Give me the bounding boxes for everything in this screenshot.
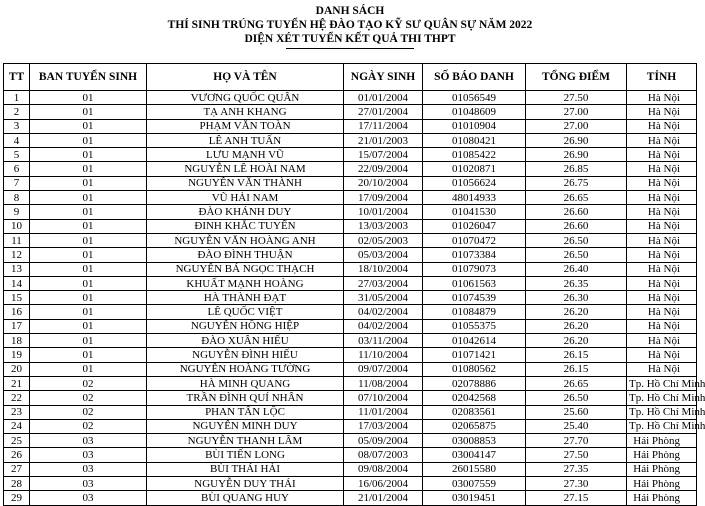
tong-diem-cell: 25.40 — [526, 419, 627, 433]
document-subtitle-line2: DIỆN XÉT TUYỂN KẾT QUẢ THI THPT — [244, 33, 456, 45]
table-row — [4, 334, 697, 348]
ban-tuyen-sinh-cell: 03 — [30, 491, 147, 505]
tinh-cell: Tp. Hồ Chí Minh — [627, 391, 697, 405]
ban-tuyen-sinh-cell: 02 — [30, 405, 147, 419]
ngay-sinh-cell: 15/07/2004 — [344, 148, 423, 162]
tt-cell: 27 — [4, 462, 30, 476]
tong-diem-cell: 26.50 — [526, 391, 627, 405]
tinh-cell: Hà Nội — [627, 362, 697, 376]
tong-diem-cell: 26.30 — [526, 291, 627, 305]
tinh-cell: Hà Nội — [627, 291, 697, 305]
ban-tuyen-sinh-cell: 01 — [30, 176, 147, 190]
so-bao-danh-cell: 01084879 — [423, 305, 526, 319]
so-bao-danh-cell: 03008853 — [423, 434, 526, 448]
tt-cell: 26 — [4, 448, 30, 462]
ban-tuyen-sinh-cell: 01 — [30, 133, 147, 147]
ho-va-ten-cell: NGUYỄN MINH DUY — [147, 419, 344, 433]
ban-tuyen-sinh-cell: 01 — [30, 291, 147, 305]
ban-tuyen-sinh-cell: 03 — [30, 448, 147, 462]
table-row — [4, 191, 697, 205]
tt-cell: 25 — [4, 434, 30, 448]
tong-diem-cell: 27.50 — [526, 91, 627, 105]
column-header-tt: TT — [4, 64, 30, 91]
so-bao-danh-cell: 48014933 — [423, 191, 526, 205]
ban-tuyen-sinh-cell: 01 — [30, 233, 147, 247]
column-header-ngay-sinh: NGÀY SINH — [344, 64, 423, 91]
so-bao-danh-cell: 02083561 — [423, 405, 526, 419]
tinh-cell: Hà Nội — [627, 219, 697, 233]
ho-va-ten-cell: NGUYỄN VĂN THÀNH — [147, 176, 344, 190]
table-row — [4, 362, 697, 376]
table-row — [4, 462, 697, 476]
tinh-cell: Hải Phòng — [627, 477, 697, 491]
so-bao-danh-cell: 26015580 — [423, 462, 526, 476]
so-bao-danh-cell: 02042568 — [423, 391, 526, 405]
tinh-cell: Tp. Hồ Chí Minh — [627, 376, 697, 390]
tinh-cell: Hà Nội — [627, 319, 697, 333]
ban-tuyen-sinh-cell: 03 — [30, 462, 147, 476]
table-row — [4, 233, 697, 247]
tinh-cell: Hải Phòng — [627, 462, 697, 476]
so-bao-danh-cell: 01056624 — [423, 176, 526, 190]
ho-va-ten-cell: PHẠM VĂN TOÀN — [147, 119, 344, 133]
ho-va-ten-cell: TRẦN ĐÌNH QUÍ NHÂN — [147, 391, 344, 405]
ngay-sinh-cell: 21/01/2003 — [344, 133, 423, 147]
table-row — [4, 405, 697, 419]
column-header-tinh: TỈNH — [627, 64, 697, 91]
ngay-sinh-cell: 31/05/2004 — [344, 291, 423, 305]
tinh-cell: Hà Nội — [627, 334, 697, 348]
tinh-cell: Hà Nội — [627, 348, 697, 362]
tt-cell: 17 — [4, 319, 30, 333]
so-bao-danh-cell: 01080421 — [423, 133, 526, 147]
ban-tuyen-sinh-cell: 01 — [30, 105, 147, 119]
tinh-cell: Tp. Hồ Chí Minh — [627, 419, 697, 433]
tt-cell: 16 — [4, 305, 30, 319]
tong-diem-cell: 26.65 — [526, 376, 627, 390]
ho-va-ten-cell: NGUYỄN LÊ HOÀI NAM — [147, 162, 344, 176]
column-header-ban-tuyen-sinh: BAN TUYỂN SINH — [30, 64, 147, 91]
ho-va-ten-cell: LÊ ANH TUẤN — [147, 133, 344, 147]
so-bao-danh-cell: 01056549 — [423, 91, 526, 105]
so-bao-danh-cell: 01055375 — [423, 319, 526, 333]
ngay-sinh-cell: 04/02/2004 — [344, 319, 423, 333]
tt-cell: 13 — [4, 262, 30, 276]
ngay-sinh-cell: 22/09/2004 — [344, 162, 423, 176]
tong-diem-cell: 26.40 — [526, 262, 627, 276]
ban-tuyen-sinh-cell: 01 — [30, 262, 147, 276]
tt-cell: 29 — [4, 491, 30, 505]
so-bao-danh-cell: 03004147 — [423, 448, 526, 462]
tinh-cell: Hải Phòng — [627, 434, 697, 448]
table-row — [4, 477, 697, 491]
ho-va-ten-cell: BÙI TIẾN LONG — [147, 448, 344, 462]
ho-va-ten-cell: NGUYỄN HỒNG HIỆP — [147, 319, 344, 333]
ban-tuyen-sinh-cell: 03 — [30, 434, 147, 448]
so-bao-danh-cell: 02065875 — [423, 419, 526, 433]
ban-tuyen-sinh-cell: 01 — [30, 162, 147, 176]
ban-tuyen-sinh-cell: 01 — [30, 276, 147, 290]
ho-va-ten-cell: NGUYỄN BÁ NGỌC THẠCH — [147, 262, 344, 276]
tinh-cell: Hà Nội — [627, 262, 697, 276]
ngay-sinh-cell: 16/06/2004 — [344, 477, 423, 491]
so-bao-danh-cell: 02078886 — [423, 376, 526, 390]
tt-cell: 7 — [4, 176, 30, 190]
table-row — [4, 91, 697, 105]
ho-va-ten-cell: TẠ ANH KHANG — [147, 105, 344, 119]
ho-va-ten-cell: PHAN TẤN LỘC — [147, 405, 344, 419]
so-bao-danh-cell: 01042614 — [423, 334, 526, 348]
tt-cell: 11 — [4, 233, 30, 247]
so-bao-danh-cell: 01070472 — [423, 233, 526, 247]
tong-diem-cell: 27.70 — [526, 434, 627, 448]
so-bao-danh-cell: 01085422 — [423, 148, 526, 162]
ho-va-ten-cell: VƯƠNG QUỐC QUÂN — [147, 91, 344, 105]
ho-va-ten-cell: BÙI THÁI HẢI — [147, 462, 344, 476]
ho-va-ten-cell: NGUYỄN DUY THÁI — [147, 477, 344, 491]
tong-diem-cell: 26.20 — [526, 305, 627, 319]
ngay-sinh-cell: 05/09/2004 — [344, 434, 423, 448]
so-bao-danh-cell: 01071421 — [423, 348, 526, 362]
ho-va-ten-cell: NGUYỄN HOÀNG TƯỜNG — [147, 362, 344, 376]
tong-diem-cell: 27.00 — [526, 105, 627, 119]
ho-va-ten-cell: HÀ MINH QUANG — [147, 376, 344, 390]
ban-tuyen-sinh-cell: 01 — [30, 334, 147, 348]
ho-va-ten-cell: NGUYỄN ĐÌNH HIẾU — [147, 348, 344, 362]
ngay-sinh-cell: 03/11/2004 — [344, 334, 423, 348]
ho-va-ten-cell: BÙI QUANG HUY — [147, 491, 344, 505]
tong-diem-cell: 27.15 — [526, 491, 627, 505]
ngay-sinh-cell: 17/11/2004 — [344, 119, 423, 133]
tt-cell: 5 — [4, 148, 30, 162]
tt-cell: 22 — [4, 391, 30, 405]
tt-cell: 10 — [4, 219, 30, 233]
tt-cell: 24 — [4, 419, 30, 433]
tinh-cell: Hà Nội — [627, 105, 697, 119]
ho-va-ten-cell: NGUYỄN THANH LÂM — [147, 434, 344, 448]
ngay-sinh-cell: 27/03/2004 — [344, 276, 423, 290]
tt-cell: 28 — [4, 477, 30, 491]
ngay-sinh-cell: 11/01/2004 — [344, 405, 423, 419]
tinh-cell: Hà Nội — [627, 191, 697, 205]
table-row — [4, 348, 697, 362]
document-subtitle: THÍ SINH TRÚNG TUYỂN HỆ ĐÀO TẠO KỸ SƯ QUÂN SỰ NĂM 2022 — [167, 19, 533, 31]
ngay-sinh-cell: 05/03/2004 — [344, 248, 423, 262]
ban-tuyen-sinh-cell: 01 — [30, 119, 147, 133]
tt-cell: 15 — [4, 291, 30, 305]
table-row — [4, 219, 697, 233]
tong-diem-cell: 26.35 — [526, 276, 627, 290]
ban-tuyen-sinh-cell: 01 — [30, 362, 147, 376]
ngay-sinh-cell: 02/05/2003 — [344, 233, 423, 247]
tong-diem-cell: 26.50 — [526, 248, 627, 262]
table-row — [4, 319, 697, 333]
ban-tuyen-sinh-cell: 03 — [30, 477, 147, 491]
tt-cell: 1 — [4, 91, 30, 105]
ho-va-ten-cell: ĐÀO ĐÌNH THUẬN — [147, 248, 344, 262]
ngay-sinh-cell: 17/09/2004 — [344, 191, 423, 205]
ngay-sinh-cell: 20/10/2004 — [344, 176, 423, 190]
tong-diem-cell: 26.90 — [526, 148, 627, 162]
tt-cell: 19 — [4, 348, 30, 362]
tt-cell: 6 — [4, 162, 30, 176]
tinh-cell: Hà Nội — [627, 305, 697, 319]
tinh-cell: Hà Nội — [627, 233, 697, 247]
ban-tuyen-sinh-cell: 01 — [30, 248, 147, 262]
tong-diem-cell: 26.75 — [526, 176, 627, 190]
tinh-cell: Hà Nội — [627, 91, 697, 105]
ban-tuyen-sinh-cell: 02 — [30, 376, 147, 390]
table-row — [4, 162, 697, 176]
ban-tuyen-sinh-cell: 01 — [30, 205, 147, 219]
so-bao-danh-cell: 01074539 — [423, 291, 526, 305]
so-bao-danh-cell: 01061563 — [423, 276, 526, 290]
so-bao-danh-cell: 03007559 — [423, 477, 526, 491]
ngay-sinh-cell: 09/08/2004 — [344, 462, 423, 476]
so-bao-danh-cell: 01079073 — [423, 262, 526, 276]
tong-diem-cell: 26.20 — [526, 334, 627, 348]
candidate-table — [3, 63, 705, 506]
tong-diem-cell: 26.60 — [526, 219, 627, 233]
ban-tuyen-sinh-cell: 01 — [30, 219, 147, 233]
tong-diem-cell: 26.15 — [526, 362, 627, 376]
table-row — [4, 391, 697, 405]
tt-cell: 3 — [4, 119, 30, 133]
so-bao-danh-cell: 01020871 — [423, 162, 526, 176]
ho-va-ten-cell: VŨ HẢI NAM — [147, 191, 344, 205]
tong-diem-cell: 26.90 — [526, 133, 627, 147]
ho-va-ten-cell: ĐÀO XUÂN HIẾU — [147, 334, 344, 348]
so-bao-danh-cell: 01026047 — [423, 219, 526, 233]
tinh-cell: Hà Nội — [627, 205, 697, 219]
ho-va-ten-cell: ĐÀO KHÁNH DUY — [147, 205, 344, 219]
tong-diem-cell: 27.50 — [526, 448, 627, 462]
table-row — [4, 248, 697, 262]
so-bao-danh-cell: 01080562 — [423, 362, 526, 376]
tinh-cell: Hà Nội — [627, 248, 697, 262]
ho-va-ten-cell: LƯU MẠNH VŨ — [147, 148, 344, 162]
tong-diem-cell: 26.15 — [526, 348, 627, 362]
so-bao-danh-cell: 01041530 — [423, 205, 526, 219]
table-row — [4, 119, 697, 133]
ngay-sinh-cell: 13/03/2003 — [344, 219, 423, 233]
table-row — [4, 105, 697, 119]
ngay-sinh-cell: 08/07/2003 — [344, 448, 423, 462]
table-row — [4, 291, 697, 305]
tong-diem-cell: 27.00 — [526, 119, 627, 133]
tinh-cell: Hà Nội — [627, 119, 697, 133]
tinh-cell: Hà Nội — [627, 162, 697, 176]
tt-cell: 9 — [4, 205, 30, 219]
table-row — [4, 148, 697, 162]
tt-cell: 21 — [4, 376, 30, 390]
ngay-sinh-cell: 07/10/2004 — [344, 391, 423, 405]
table-row — [4, 176, 697, 190]
column-header-so-bao-danh: SỐ BÁO DANH — [423, 64, 526, 91]
ngay-sinh-cell: 01/01/2004 — [344, 91, 423, 105]
ngay-sinh-cell: 09/07/2004 — [344, 362, 423, 376]
ban-tuyen-sinh-cell: 01 — [30, 348, 147, 362]
tt-cell: 23 — [4, 405, 30, 419]
table-row — [4, 205, 697, 219]
ban-tuyen-sinh-cell: 01 — [30, 191, 147, 205]
ho-va-ten-cell: NGUYỄN VĂN HOÀNG ANH — [147, 233, 344, 247]
tinh-cell: Hà Nội — [627, 176, 697, 190]
tinh-cell: Hải Phòng — [627, 448, 697, 462]
ngay-sinh-cell: 10/01/2004 — [344, 205, 423, 219]
table-row — [4, 276, 697, 290]
tong-diem-cell: 26.65 — [526, 191, 627, 205]
tinh-cell: Hà Nội — [627, 276, 697, 290]
table-row — [4, 491, 697, 505]
so-bao-danh-cell: 03019451 — [423, 491, 526, 505]
so-bao-danh-cell: 01048609 — [423, 105, 526, 119]
tong-diem-cell: 27.30 — [526, 477, 627, 491]
ngay-sinh-cell: 18/10/2004 — [344, 262, 423, 276]
ngay-sinh-cell: 17/03/2004 — [344, 419, 423, 433]
table-row — [4, 376, 697, 390]
tong-diem-cell: 26.20 — [526, 319, 627, 333]
tt-cell: 12 — [4, 248, 30, 262]
tong-diem-cell: 26.85 — [526, 162, 627, 176]
so-bao-danh-cell: 01010904 — [423, 119, 526, 133]
tong-diem-cell: 25.60 — [526, 405, 627, 419]
ban-tuyen-sinh-cell: 01 — [30, 148, 147, 162]
ban-tuyen-sinh-cell: 02 — [30, 419, 147, 433]
tinh-cell: Hà Nội — [627, 133, 697, 147]
ngay-sinh-cell: 21/01/2004 — [344, 491, 423, 505]
ngay-sinh-cell: 27/01/2004 — [344, 105, 423, 119]
column-header-tong-diem: TỔNG ĐIỂM — [526, 64, 627, 91]
document-title: DANH SÁCH — [315, 5, 385, 17]
tong-diem-cell: 26.50 — [526, 233, 627, 247]
table-row — [4, 419, 697, 433]
ban-tuyen-sinh-cell: 01 — [30, 91, 147, 105]
ho-va-ten-cell: HÀ THÀNH ĐẠT — [147, 291, 344, 305]
so-bao-danh-cell: 01073384 — [423, 248, 526, 262]
column-header-ho-va-ten: HỌ VÀ TÊN — [147, 64, 344, 91]
table-row — [4, 133, 697, 147]
ho-va-ten-cell: LÊ QUỐC VIỆT — [147, 305, 344, 319]
ngay-sinh-cell: 04/02/2004 — [344, 305, 423, 319]
tinh-cell: Hải Phòng — [627, 491, 697, 505]
tong-diem-cell: 26.60 — [526, 205, 627, 219]
tinh-cell: Tp. Hồ Chí Minh — [627, 405, 697, 419]
ngay-sinh-cell: 11/10/2004 — [344, 348, 423, 362]
tt-cell: 18 — [4, 334, 30, 348]
table-header-row — [4, 64, 697, 91]
tinh-cell: Hà Nội — [627, 148, 697, 162]
tong-diem-cell: 27.35 — [526, 462, 627, 476]
ho-va-ten-cell: KHUẤT MẠNH HOÀNG — [147, 276, 344, 290]
ho-va-ten-cell: ĐINH KHẮC TUYỂN — [147, 219, 344, 233]
title-underline — [286, 48, 414, 49]
tt-cell: 4 — [4, 133, 30, 147]
table-row — [4, 305, 697, 319]
table-row — [4, 434, 697, 448]
ban-tuyen-sinh-cell: 02 — [30, 391, 147, 405]
table-row — [4, 262, 697, 276]
table-row — [4, 448, 697, 462]
ban-tuyen-sinh-cell: 01 — [30, 319, 147, 333]
ngay-sinh-cell: 11/08/2004 — [344, 376, 423, 390]
tt-cell: 14 — [4, 276, 30, 290]
ban-tuyen-sinh-cell: 01 — [30, 305, 147, 319]
tt-cell: 2 — [4, 105, 30, 119]
tt-cell: 20 — [4, 362, 30, 376]
tt-cell: 8 — [4, 191, 30, 205]
